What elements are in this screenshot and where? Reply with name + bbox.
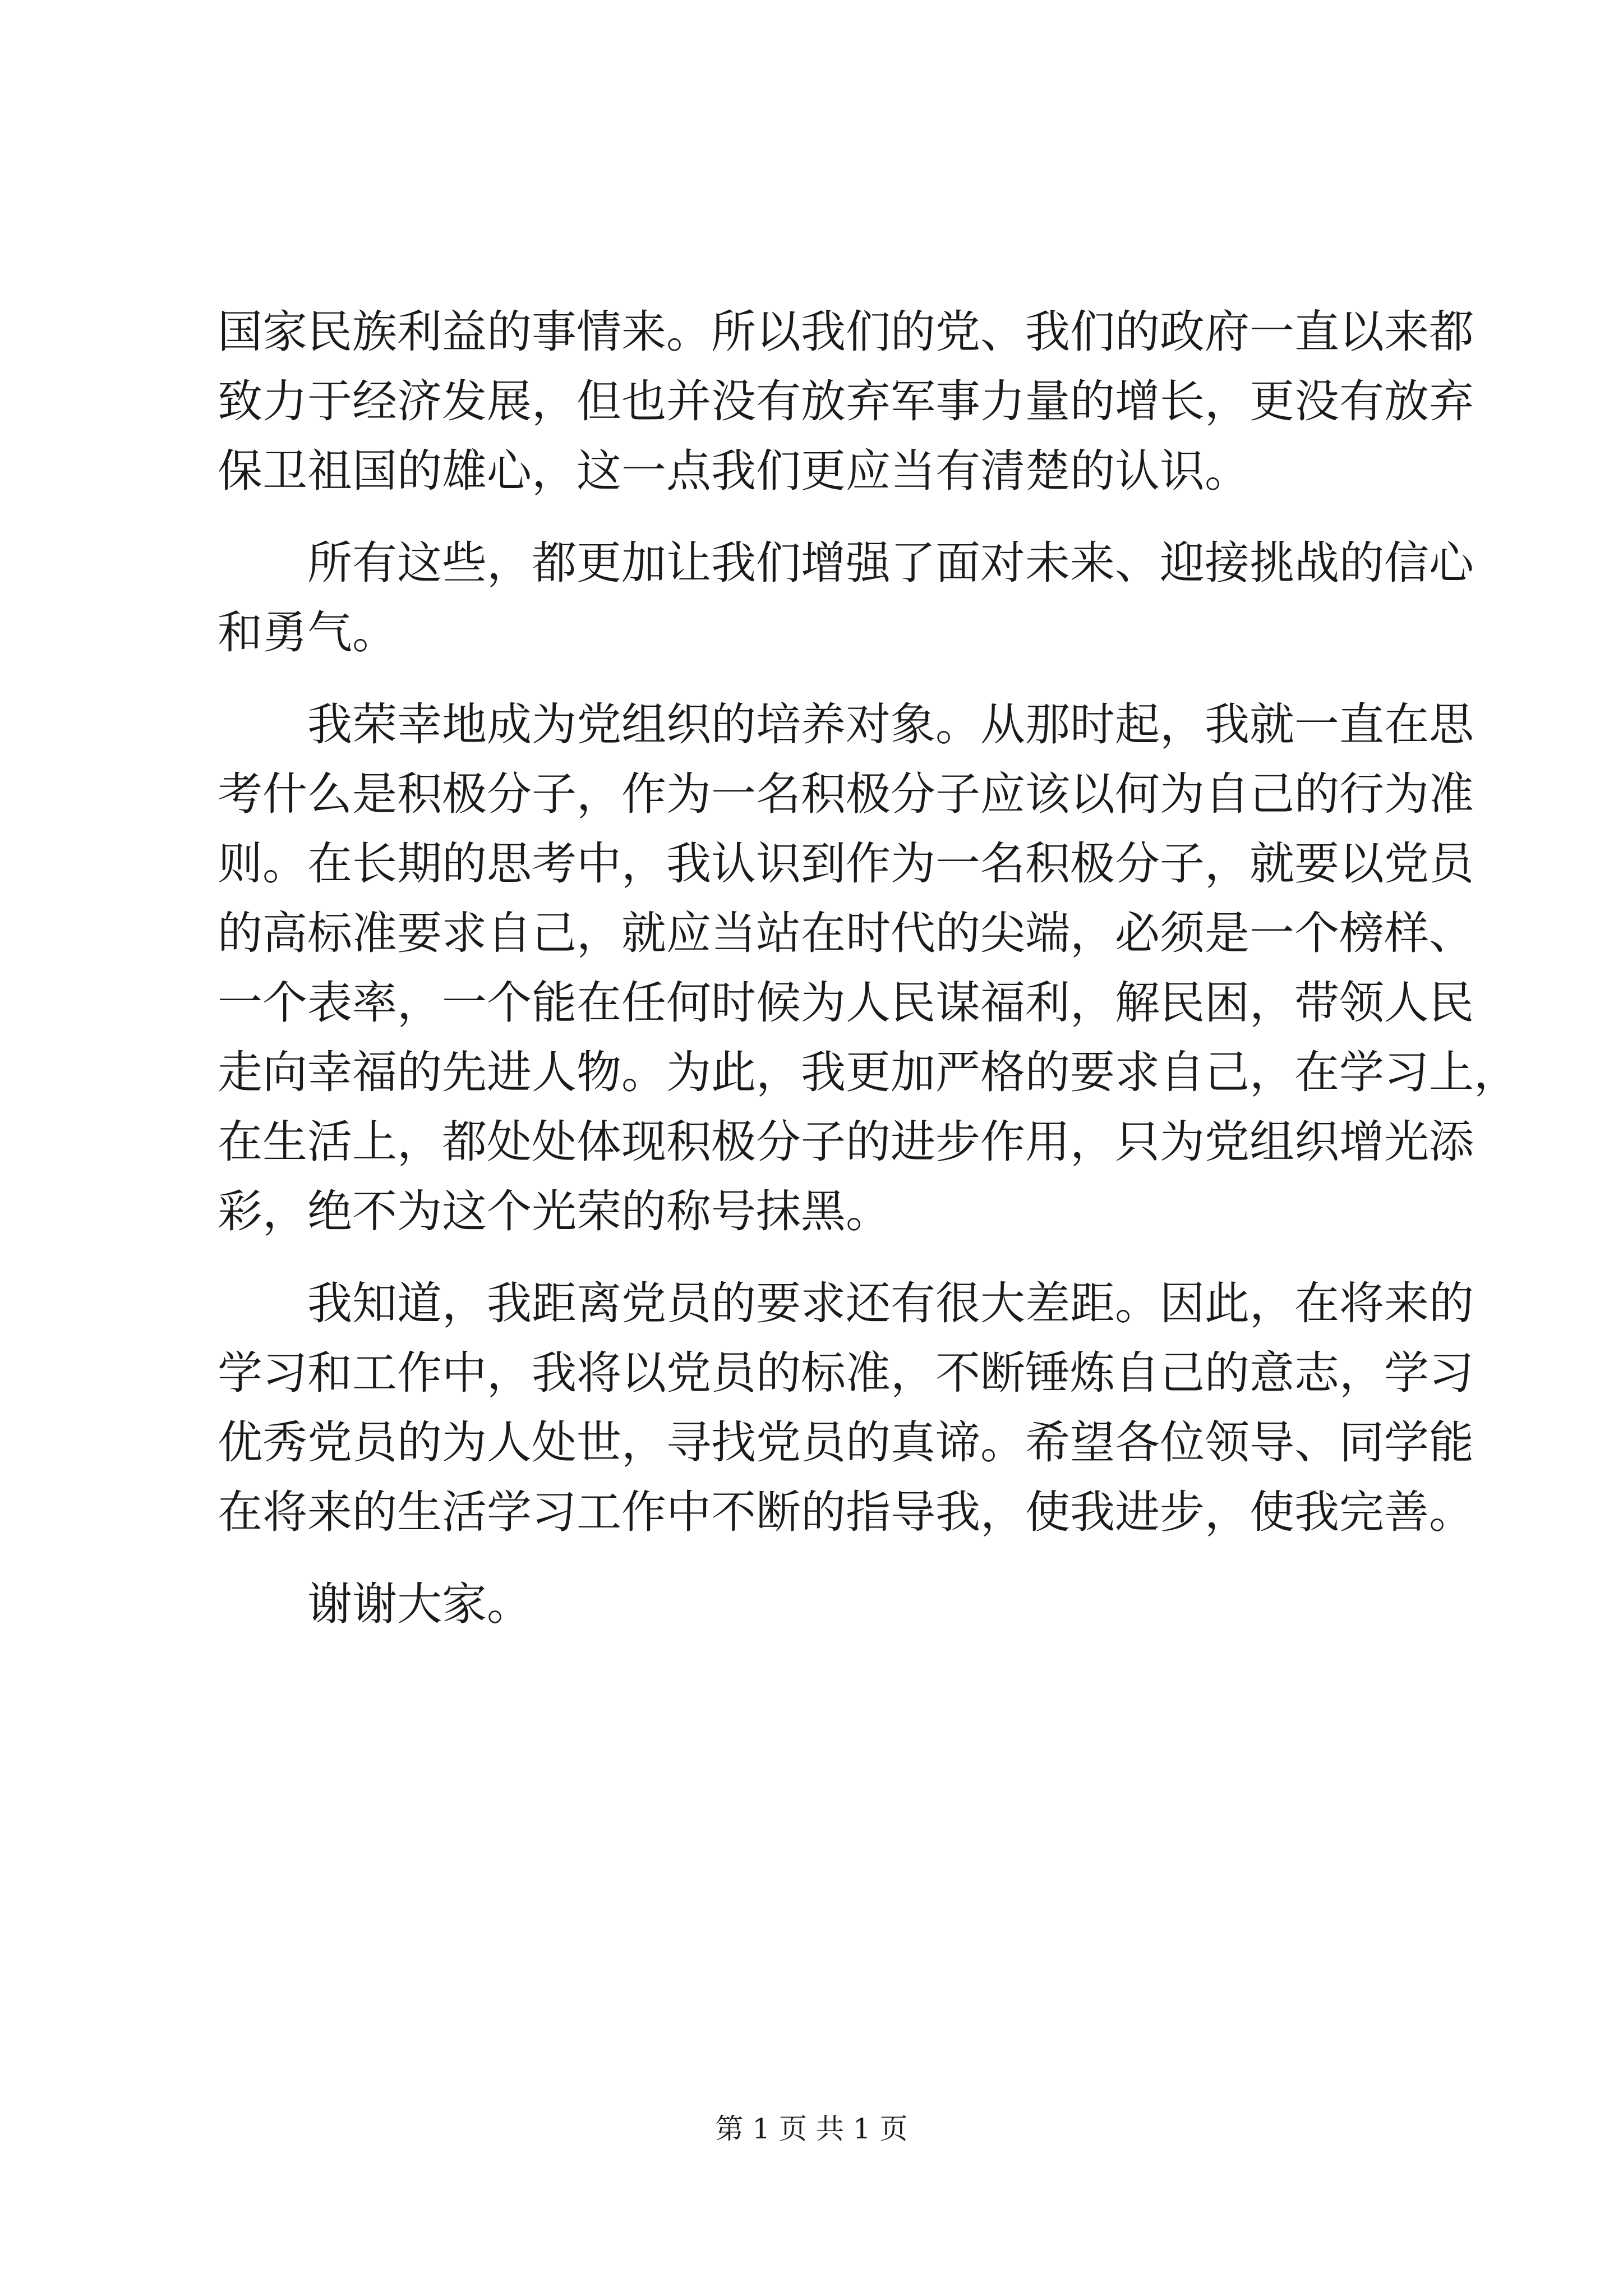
- text-line: 考什么是积极分子，作为一名积极分子应该以何为自己的行为准: [218, 768, 1474, 820]
- text-line: 谢谢大家。: [307, 1578, 532, 1630]
- page-footer: 第 1 页 共 1 页: [715, 2113, 908, 2145]
- paragraph: [218, 690, 1519, 1246]
- text-line: 我知道，我距离党员的要求还有很大差距。因此，在将来的: [307, 1277, 1474, 1329]
- text-line: 保卫祖国的雄心，这一点我们更应当有清楚的认识。: [218, 445, 1249, 497]
- text-line: 走向幸福的先进人物。为此，我更加严格的要求自己，在学习上，: [218, 1046, 1519, 1098]
- text-line: 在生活上，都处处体现积极分子的进步作用，只为党组织增光添: [218, 1116, 1474, 1168]
- text-line: 致力于经济发展，但也并没有放弃军事力量的增长，更没有放弃: [218, 375, 1474, 427]
- paragraph: [218, 528, 1474, 668]
- text-line: 的高标准要求自己，就应当站在时代的尖端，必须是一个榜样、: [218, 907, 1474, 959]
- paragraph: [218, 1570, 1418, 1639]
- paragraph-gap: [218, 1547, 1418, 1570]
- text-line: 彩，绝不为这个光荣的称号抹黑。: [218, 1185, 891, 1237]
- paragraph: [218, 1269, 1474, 1547]
- paragraph-gap: [218, 1246, 1418, 1269]
- text-line: 在将来的生活学习工作中不断的指导我，使我进步，使我完善。: [218, 1486, 1474, 1538]
- text-line: 我荣幸地成为党组织的培养对象。从那时起，我就一直在思: [307, 698, 1474, 751]
- paragraph: [218, 297, 1474, 506]
- document-body: [218, 297, 1519, 1639]
- paragraph-gap: [218, 668, 1418, 690]
- paragraph-gap: [218, 506, 1418, 528]
- text-line: 优秀党员的为人处世，寻找党员的真谛。希望各位领导、同学能: [218, 1416, 1474, 1469]
- text-line: 和勇气。: [218, 606, 397, 659]
- text-line: 则。在长期的思考中，我认识到作为一名积极分子，就要以党员: [218, 838, 1474, 890]
- text-line: 学习和工作中，我将以党员的标准，不断锤炼自己的意志，学习: [218, 1347, 1474, 1399]
- text-line: 所有这些，都更加让我们增强了面对未来、迎接挑战的信心: [307, 537, 1474, 589]
- text-line: 国家民族利益的事情来。所以我们的党、我们的政府一直以来都: [218, 306, 1474, 358]
- text-line: 一个表率，一个能在任何时候为人民谋福利，解民困，带领人民: [218, 977, 1474, 1029]
